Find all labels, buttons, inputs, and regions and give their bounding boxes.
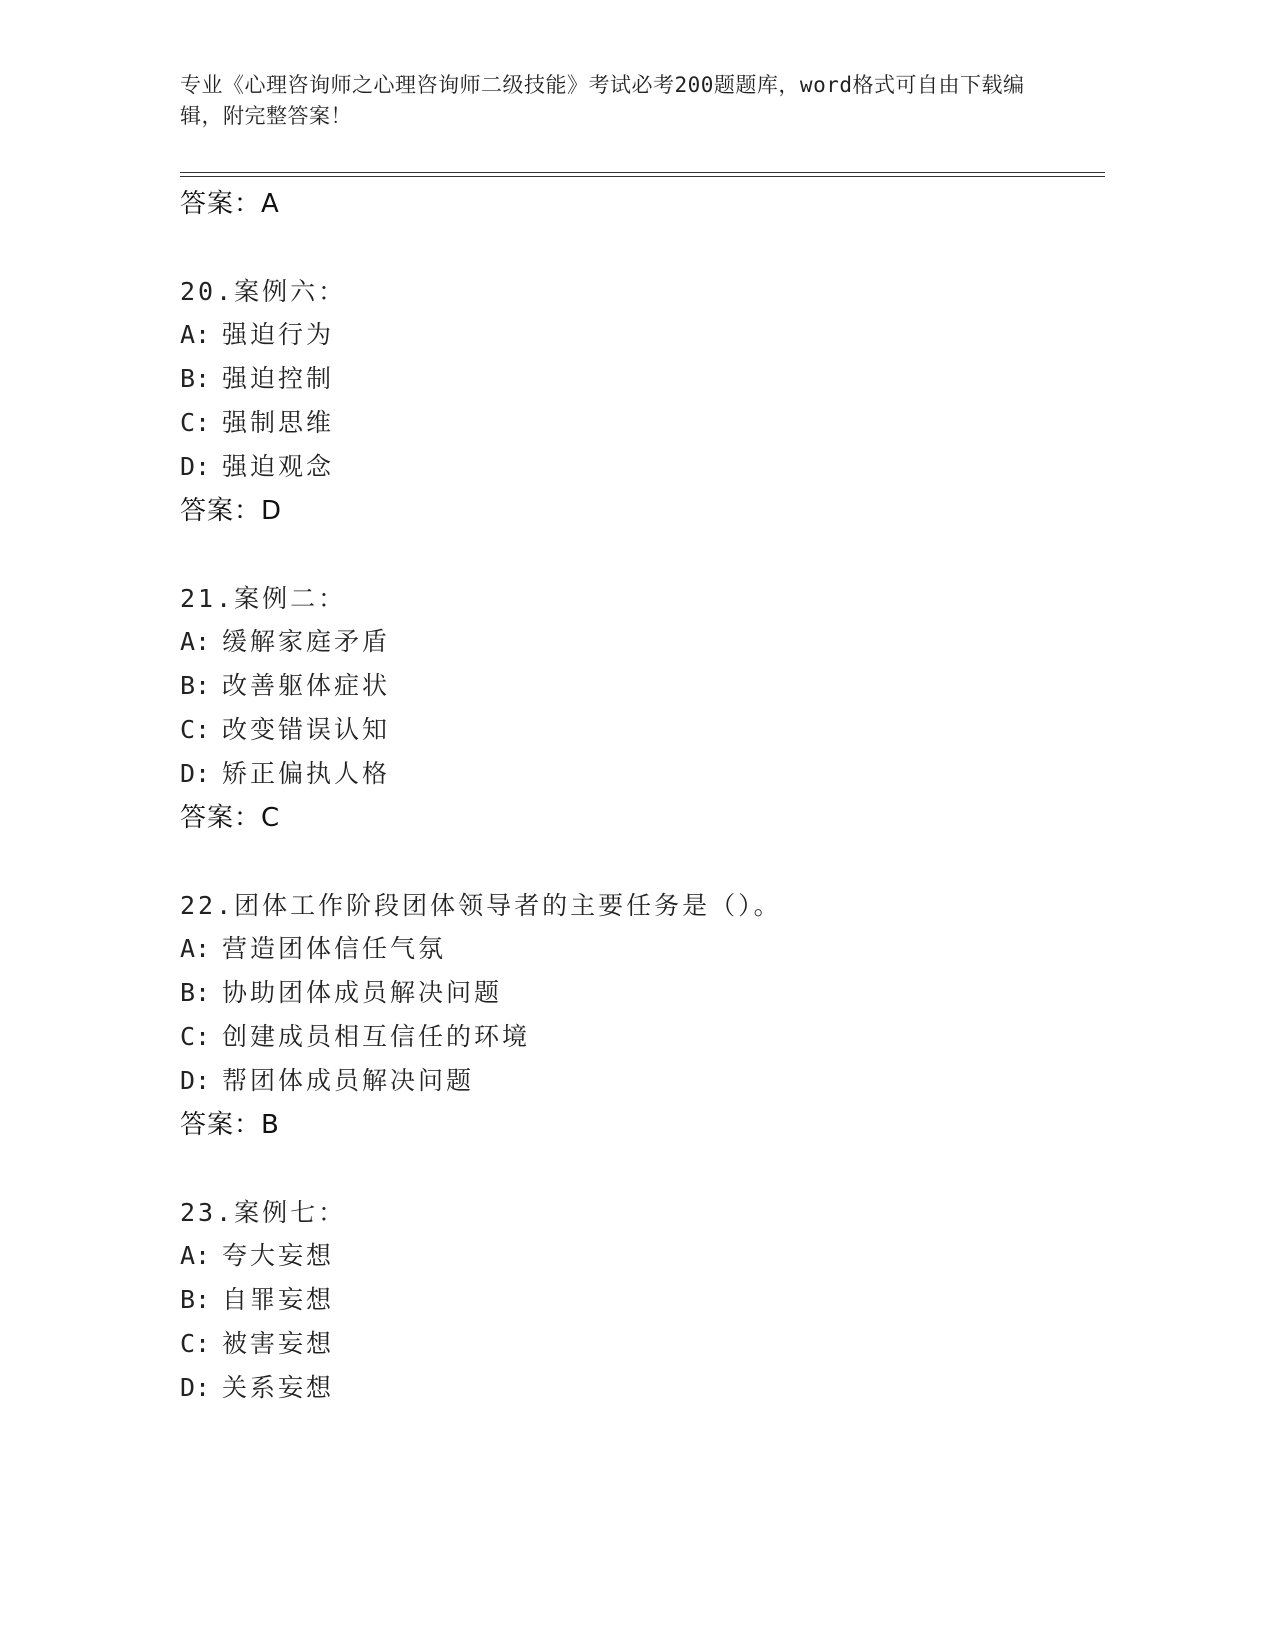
question-stem xyxy=(180,577,1105,620)
question-stem xyxy=(180,884,1105,927)
question-stem xyxy=(180,270,1105,313)
option-letter: B: xyxy=(180,978,211,1007)
answer-value: B xyxy=(261,1110,280,1140)
spacer xyxy=(180,840,1105,884)
option-text: 强迫观念 xyxy=(222,452,335,481)
option-a xyxy=(180,1234,1105,1278)
question-list xyxy=(180,182,1105,1410)
option-letter: D: xyxy=(180,759,211,788)
option-letter: C: xyxy=(180,1022,211,1051)
header-rule-top xyxy=(180,172,1105,173)
spacer xyxy=(180,533,1105,577)
question-block xyxy=(180,577,1105,840)
option-text: 协助团体成员解决问题 xyxy=(222,978,503,1007)
header-rule-bottom xyxy=(180,176,1105,177)
answer-line xyxy=(180,182,1105,226)
option-letter: B: xyxy=(180,364,211,393)
option-text: 缓解家庭矛盾 xyxy=(222,627,391,656)
question-number: 20. xyxy=(180,277,235,306)
option-c xyxy=(180,708,1105,752)
option-b xyxy=(180,664,1105,708)
option-text: 被害妄想 xyxy=(222,1329,335,1358)
answer-value: A xyxy=(261,189,280,219)
question-text: 案例二： xyxy=(234,584,347,613)
option-c xyxy=(180,401,1105,445)
answer-prefix: 答案： xyxy=(180,189,262,219)
option-text: 矫正偏执人格 xyxy=(222,759,391,788)
question-block xyxy=(180,1191,1105,1410)
option-text: 改变错误认知 xyxy=(222,715,391,744)
option-b xyxy=(180,1278,1105,1322)
question-block xyxy=(180,270,1105,533)
question-text: 案例七： xyxy=(234,1198,347,1227)
answer-line xyxy=(180,1103,1105,1147)
question-number: 23. xyxy=(180,1198,235,1227)
option-letter: C: xyxy=(180,408,211,437)
option-letter: B: xyxy=(180,1285,211,1314)
question-text: 案例六： xyxy=(234,277,347,306)
answer-prefix: 答案： xyxy=(180,803,262,833)
option-letter: B: xyxy=(180,671,211,700)
option-text: 强迫控制 xyxy=(222,364,335,393)
answer-value: D xyxy=(261,496,283,526)
spacer xyxy=(180,1147,1105,1191)
option-letter: A: xyxy=(180,1241,211,1270)
option-a xyxy=(180,313,1105,357)
option-text: 夸大妄想 xyxy=(222,1241,335,1270)
option-a xyxy=(180,620,1105,664)
document-intro: 专业《心理咨询师之心理咨询师二级技能》考试必考200题题库，word格式可自由下载编辑，附完整答案！ xyxy=(180,73,1025,128)
option-d xyxy=(180,752,1105,796)
option-text: 关系妄想 xyxy=(222,1373,335,1402)
question-stem xyxy=(180,1191,1105,1234)
option-letter: A: xyxy=(180,627,211,656)
option-letter: A: xyxy=(180,320,211,349)
option-letter: D: xyxy=(180,1373,211,1402)
option-b xyxy=(180,971,1105,1015)
answer-line xyxy=(180,796,1105,840)
option-letter: C: xyxy=(180,715,211,744)
question-number: 22. xyxy=(180,891,235,920)
option-d xyxy=(180,1059,1105,1103)
option-c xyxy=(180,1322,1105,1366)
spacer xyxy=(180,226,1105,270)
option-text: 帮团体成员解决问题 xyxy=(222,1066,475,1095)
question-text: 团体工作阶段团体领导者的主要任务是（）。 xyxy=(234,891,782,920)
option-letter: C: xyxy=(180,1329,211,1358)
answer-prefix: 答案： xyxy=(180,1110,262,1140)
question-block xyxy=(180,884,1105,1147)
option-text: 自罪妄想 xyxy=(222,1285,335,1314)
option-text: 营造团体信任气氛 xyxy=(222,934,447,963)
option-letter: D: xyxy=(180,452,211,481)
answer-line xyxy=(180,489,1105,533)
option-letter: D: xyxy=(180,1066,211,1095)
option-d xyxy=(180,1366,1105,1410)
option-a xyxy=(180,927,1105,971)
option-b xyxy=(180,357,1105,401)
answer-prefix: 答案： xyxy=(180,496,262,526)
option-text: 改善躯体症状 xyxy=(222,671,391,700)
question-number: 21. xyxy=(180,584,235,613)
answer-value: C xyxy=(261,803,281,833)
option-text: 创建成员相互信任的环境 xyxy=(222,1022,531,1051)
option-d xyxy=(180,445,1105,489)
option-c xyxy=(180,1015,1105,1059)
option-text: 强制思维 xyxy=(222,408,335,437)
document-page xyxy=(180,0,1105,1650)
option-text: 强迫行为 xyxy=(222,320,335,349)
option-letter: A: xyxy=(180,934,211,963)
